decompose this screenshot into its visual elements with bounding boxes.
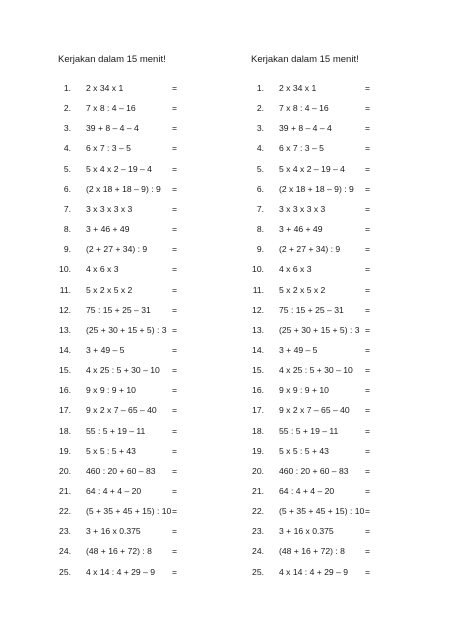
problem-expression: 39 + 8 – 4 – 4 xyxy=(86,123,139,134)
problem-row xyxy=(251,344,451,356)
problem-number: 2. xyxy=(63,103,71,114)
problem-expression: 3 + 46 + 49 xyxy=(279,224,323,235)
problem-row xyxy=(58,425,258,437)
problem-expression: 460 : 20 + 60 – 83 xyxy=(86,465,156,476)
problem-number: 8. xyxy=(63,224,71,235)
problem-number: 19. xyxy=(252,445,264,456)
equals-sign: = xyxy=(365,344,371,355)
equals-sign: = xyxy=(172,304,178,315)
problem-number: 24. xyxy=(59,546,71,557)
problem-expression: 4 x 14 : 4 + 29 – 9 xyxy=(279,566,349,577)
problem-expression: 9 x 2 x 7 – 65 – 40 xyxy=(86,405,157,416)
problem-row xyxy=(58,445,258,457)
equals-sign: = xyxy=(365,445,371,456)
equals-sign: = xyxy=(365,123,371,134)
problem-number: 18. xyxy=(252,425,264,436)
problem-row xyxy=(251,82,451,94)
problem-expression: 3 + 49 – 5 xyxy=(279,344,318,355)
problem-row xyxy=(58,384,258,396)
problem-expression: 4 x 25 : 5 + 30 – 10 xyxy=(86,365,160,376)
equals-sign: = xyxy=(172,123,178,134)
equals-sign: = xyxy=(365,324,371,335)
equals-sign: = xyxy=(172,264,178,275)
equals-sign: = xyxy=(365,224,371,235)
problem-number: 3. xyxy=(256,123,264,134)
problem-expression: 2 x 34 x 1 xyxy=(86,83,124,93)
problem-row xyxy=(58,324,258,336)
problem-row xyxy=(251,324,451,336)
problem-expression: 64 : 4 + 4 – 20 xyxy=(86,486,142,496)
equals-sign: = xyxy=(172,143,178,154)
problem-expression: 5 x 5 : 5 + 43 xyxy=(279,445,329,456)
problem-row xyxy=(251,304,451,316)
problem-row xyxy=(251,566,451,578)
equals-sign: = xyxy=(172,566,178,577)
problem-row xyxy=(58,364,258,376)
problem-number: 20. xyxy=(252,465,264,476)
problem-expression: (25 + 30 + 15 + 5) : 3 xyxy=(279,324,360,335)
problem-number: 10. xyxy=(59,264,71,275)
equals-sign: = xyxy=(172,224,178,235)
equals-sign: = xyxy=(365,486,371,496)
problem-row xyxy=(251,505,451,517)
problem-number: 25. xyxy=(252,566,264,577)
problem-number: 7. xyxy=(63,203,71,214)
problem-number: 1. xyxy=(63,83,71,93)
problem-number: 14. xyxy=(59,344,71,355)
problem-number: 9. xyxy=(63,244,71,255)
problem-expression: 7 x 8 : 4 – 16 xyxy=(279,103,329,114)
problem-number: 13. xyxy=(59,324,71,335)
problem-number: 23. xyxy=(252,526,264,537)
problem-number: 22. xyxy=(252,506,264,517)
problem-number: 3. xyxy=(63,123,71,134)
problem-expression: 4 x 6 x 3 xyxy=(279,264,312,275)
equals-sign: = xyxy=(172,486,178,496)
problem-row xyxy=(251,525,451,537)
problem-number: 5. xyxy=(63,163,71,174)
worksheet-left xyxy=(58,0,258,632)
equals-sign: = xyxy=(172,405,178,416)
problem-expression: 7 x 8 : 4 – 16 xyxy=(86,103,136,114)
worksheet-title: Kerjakan dalam 15 menit! xyxy=(251,54,359,65)
problem-row xyxy=(251,404,451,416)
equals-sign: = xyxy=(172,183,178,194)
equals-sign: = xyxy=(172,83,178,93)
equals-sign: = xyxy=(365,506,371,517)
problem-row xyxy=(251,364,451,376)
equals-sign: = xyxy=(172,445,178,456)
equals-sign: = xyxy=(172,163,178,174)
equals-sign: = xyxy=(365,143,371,154)
problem-expression: 55 : 5 + 19 – 11 xyxy=(279,425,339,436)
problem-expression: 5 x 2 x 5 x 2 xyxy=(86,284,133,295)
problem-expression: (2 + 27 + 34) : 9 xyxy=(86,244,148,255)
problem-expression: 5 x 5 : 5 + 43 xyxy=(86,445,136,456)
problem-expression: 3 + 16 x 0.375 xyxy=(279,526,334,537)
equals-sign: = xyxy=(172,465,178,476)
problem-expression: 3 + 46 + 49 xyxy=(86,224,130,235)
problem-number: 2. xyxy=(256,103,264,114)
equals-sign: = xyxy=(365,546,371,557)
equals-sign: = xyxy=(365,365,371,376)
problem-number: 4. xyxy=(256,143,264,154)
problem-expression: (25 + 30 + 15 + 5) : 3 xyxy=(86,324,167,335)
problem-row xyxy=(58,243,258,255)
equals-sign: = xyxy=(365,183,371,194)
equals-sign: = xyxy=(365,103,371,114)
problem-row xyxy=(251,545,451,557)
problem-expression: (5 + 35 + 45 + 15) : 10 xyxy=(279,506,365,517)
equals-sign: = xyxy=(365,526,371,537)
equals-sign: = xyxy=(365,465,371,476)
problem-number: 14. xyxy=(252,344,264,355)
problem-number: 15. xyxy=(252,365,264,376)
problem-row xyxy=(58,142,258,154)
equals-sign: = xyxy=(365,264,371,275)
problem-number: 16. xyxy=(59,385,71,396)
problem-expression: 6 x 7 : 3 – 5 xyxy=(86,143,131,154)
problem-number: 11. xyxy=(252,284,264,295)
problem-row xyxy=(58,505,258,517)
equals-sign: = xyxy=(365,425,371,436)
problem-row xyxy=(251,284,451,296)
problem-expression: (2 + 27 + 34) : 9 xyxy=(279,244,341,255)
problem-number: 12. xyxy=(59,304,71,315)
problem-expression: 5 x 4 x 2 – 19 – 4 xyxy=(86,163,152,174)
problem-row xyxy=(251,122,451,134)
problem-expression: 4 x 14 : 4 + 29 – 9 xyxy=(86,566,156,577)
problem-row xyxy=(58,82,258,94)
equals-sign: = xyxy=(172,506,178,517)
problem-row xyxy=(58,284,258,296)
problem-row xyxy=(251,445,451,457)
problem-expression: 55 : 5 + 19 – 11 xyxy=(86,425,146,436)
equals-sign: = xyxy=(172,526,178,537)
equals-sign: = xyxy=(172,385,178,396)
problem-expression: 3 + 49 – 5 xyxy=(86,344,125,355)
problem-row xyxy=(251,203,451,215)
equals-sign: = xyxy=(365,304,371,315)
problem-expression: 75 : 15 + 25 – 31 xyxy=(86,304,151,315)
problem-number: 7. xyxy=(256,203,264,214)
problem-number: 4. xyxy=(63,143,71,154)
problem-expression: 6 x 7 : 3 – 5 xyxy=(279,143,324,154)
problem-number: 17. xyxy=(59,405,71,416)
equals-sign: = xyxy=(172,365,178,376)
problem-row xyxy=(251,102,451,114)
problem-expression: 4 x 25 : 5 + 30 – 10 xyxy=(279,365,353,376)
problem-number: 15. xyxy=(59,365,71,376)
problem-number: 21. xyxy=(59,486,71,496)
problem-number: 5. xyxy=(256,163,264,174)
problem-expression: 64 : 4 + 4 – 20 xyxy=(279,486,335,496)
problem-row xyxy=(251,384,451,396)
problem-row xyxy=(58,465,258,477)
problem-expression: 3 x 3 x 3 x 3 xyxy=(86,203,133,214)
problem-row xyxy=(251,263,451,275)
equals-sign: = xyxy=(365,405,371,416)
equals-sign: = xyxy=(172,344,178,355)
problem-expression: (48 + 16 + 72) : 8 xyxy=(86,546,152,557)
problem-row xyxy=(251,223,451,235)
problem-number: 8. xyxy=(256,224,264,235)
problem-number: 9. xyxy=(256,244,264,255)
problem-expression: 39 + 8 – 4 – 4 xyxy=(279,123,332,134)
problem-expression: 9 x 2 x 7 – 65 – 40 xyxy=(279,405,350,416)
worksheet-title: Kerjakan dalam 15 menit! xyxy=(58,54,166,65)
problem-number: 13. xyxy=(252,324,264,335)
problem-number: 6. xyxy=(63,183,71,194)
equals-sign: = xyxy=(365,83,371,93)
problem-row xyxy=(58,263,258,275)
problem-expression: 5 x 4 x 2 – 19 – 4 xyxy=(279,163,345,174)
problem-number: 22. xyxy=(59,506,71,517)
problem-row xyxy=(251,465,451,477)
problem-row xyxy=(251,485,451,497)
equals-sign: = xyxy=(365,163,371,174)
problem-row xyxy=(251,243,451,255)
problem-expression: 9 x 9 : 9 + 10 xyxy=(86,385,136,396)
problem-expression: 2 x 34 x 1 xyxy=(279,83,317,93)
problem-number: 10. xyxy=(252,264,264,275)
problem-row xyxy=(58,485,258,497)
equals-sign: = xyxy=(365,244,371,255)
problem-row xyxy=(58,344,258,356)
problem-expression: (2 x 18 + 18 – 9) : 9 xyxy=(279,183,354,194)
equals-sign: = xyxy=(172,203,178,214)
problem-expression: 5 x 2 x 5 x 2 xyxy=(279,284,326,295)
equals-sign: = xyxy=(365,284,371,295)
equals-sign: = xyxy=(172,244,178,255)
problem-number: 25. xyxy=(59,566,71,577)
equals-sign: = xyxy=(172,546,178,557)
problem-number: 17. xyxy=(252,405,264,416)
equals-sign: = xyxy=(172,284,178,295)
problem-row xyxy=(251,183,451,195)
problem-expression: 9 x 9 : 9 + 10 xyxy=(279,385,329,396)
problem-number: 11. xyxy=(59,284,71,295)
problem-number: 21. xyxy=(252,486,264,496)
problem-expression: 3 + 16 x 0.375 xyxy=(86,526,141,537)
problem-number: 18. xyxy=(59,425,71,436)
equals-sign: = xyxy=(172,425,178,436)
equals-sign: = xyxy=(172,103,178,114)
problem-number: 20. xyxy=(59,465,71,476)
problem-number: 6. xyxy=(256,183,264,194)
problem-row xyxy=(58,566,258,578)
problem-number: 16. xyxy=(252,385,264,396)
problem-number: 12. xyxy=(252,304,264,315)
equals-sign: = xyxy=(365,203,371,214)
problem-expression: 460 : 20 + 60 – 83 xyxy=(279,465,349,476)
problem-row xyxy=(251,142,451,154)
problem-expression: (48 + 16 + 72) : 8 xyxy=(279,546,345,557)
problem-expression: 3 x 3 x 3 x 3 xyxy=(279,203,326,214)
problem-row xyxy=(58,183,258,195)
problem-expression: (5 + 35 + 45 + 15) : 10 xyxy=(86,506,172,517)
equals-sign: = xyxy=(365,566,371,577)
problem-row xyxy=(58,223,258,235)
problem-row xyxy=(58,122,258,134)
problem-row xyxy=(58,404,258,416)
problem-row xyxy=(251,163,451,175)
problem-row xyxy=(58,102,258,114)
problem-number: 23. xyxy=(59,526,71,537)
problem-row xyxy=(58,525,258,537)
problem-number: 19. xyxy=(59,445,71,456)
equals-sign: = xyxy=(365,385,371,396)
problem-number: 1. xyxy=(256,83,264,93)
problem-expression: 4 x 6 x 3 xyxy=(86,264,119,275)
equals-sign: = xyxy=(172,324,178,335)
worksheet-right xyxy=(251,0,451,632)
problem-number: 24. xyxy=(252,546,264,557)
problem-row xyxy=(58,163,258,175)
problem-row xyxy=(58,545,258,557)
problem-row xyxy=(58,203,258,215)
problem-row xyxy=(58,304,258,316)
problem-expression: 75 : 15 + 25 – 31 xyxy=(279,304,344,315)
problem-row xyxy=(251,425,451,437)
problem-expression: (2 x 18 + 18 – 9) : 9 xyxy=(86,183,161,194)
